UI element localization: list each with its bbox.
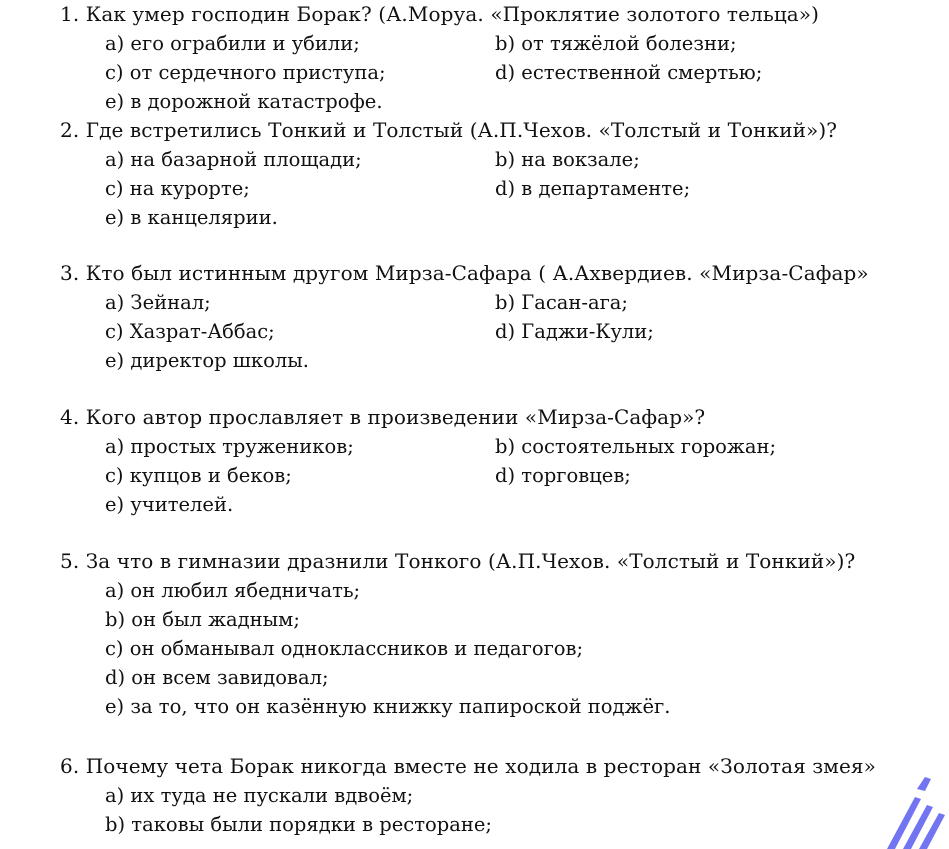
question-3-text: 3. Кто был истинным другом Мирза-Сафара ( А.Ахвердиев. «Мирза-Сафар» <box>60 261 869 285</box>
question-2 <box>60 116 949 232</box>
option-row <box>105 346 949 375</box>
option-row <box>105 317 949 346</box>
option-a: a) их туда не пускали вдвоём; <box>105 784 414 807</box>
option-a: a) его ограбили и убили; <box>105 32 360 55</box>
option-b: b) Гасан-ага; <box>495 291 628 314</box>
question-6-text: 6. Почему чета Борак никогда вместе не ходила в ресторан «Золотая змея» <box>60 754 876 778</box>
option-row <box>105 29 949 58</box>
question-4-options <box>105 432 949 519</box>
option-d: d) естественной смертью; <box>495 61 763 84</box>
option-a: a) простых тружеников; <box>105 435 354 458</box>
option-row <box>105 87 949 116</box>
option-d: d) Гаджи-Кули; <box>495 320 654 343</box>
option-b: b) состоятельных горожан; <box>495 435 777 458</box>
option-e: e) в дорожной катастрофе. <box>105 90 383 113</box>
option-d: d) он всем завидовал; <box>105 666 329 689</box>
option-c: c) на курорте; <box>105 177 250 200</box>
option-b: b) от тяжёлой болезни; <box>495 32 737 55</box>
option-row <box>105 634 949 663</box>
option-row <box>105 145 949 174</box>
option-c: c) он обманывал одноклассников и педагогов; <box>105 637 584 660</box>
option-b: b) он был жадным; <box>105 608 300 631</box>
option-row <box>105 663 949 692</box>
question-5-text: 5. За что в гимназии дразнили Тонкого (А.П.Чехов. «Толстый и Тонкий»)? <box>60 549 856 573</box>
option-row <box>105 490 949 519</box>
option-row <box>105 432 949 461</box>
question-2-text: 2. Где встретились Тонкий и Толстый (А.П.Чехов. «Толстый и Тонкий»)? <box>60 118 838 142</box>
option-row <box>105 203 949 232</box>
question-1-text: 1. Как умер господин Борак? (А.Моруа. «Проклятие золотого тельца») <box>60 2 820 26</box>
option-row <box>105 605 949 634</box>
option-row <box>105 692 949 721</box>
option-c: c) купцов и беков; <box>105 464 292 487</box>
question-1 <box>60 0 949 116</box>
option-e: e) директор школы. <box>105 349 309 372</box>
option-row <box>105 576 949 605</box>
option-row <box>105 461 949 490</box>
question-4 <box>60 403 949 519</box>
option-c: c) Хазрат-Аббас; <box>105 320 275 343</box>
question-5-options <box>105 576 949 721</box>
option-e: e) в канцелярии. <box>105 206 278 229</box>
option-row <box>105 58 949 87</box>
option-d: d) торговцев; <box>495 464 631 487</box>
option-a: a) он любил ябедничать; <box>105 579 361 602</box>
option-a: a) на базарной площади; <box>105 148 362 171</box>
option-c: c) от сердечного приступа; <box>105 61 386 84</box>
question-4-text: 4. Кого автор прославляет в произведении «Мирза-Сафар»? <box>60 405 706 429</box>
option-b: b) на вокзале; <box>495 148 640 171</box>
watermark <box>829 759 949 849</box>
option-row <box>105 288 949 317</box>
question-6 <box>60 752 949 839</box>
question-1-options <box>105 29 949 116</box>
option-b: b) таковы были порядки в ресторане; <box>105 813 492 836</box>
question-3-options <box>105 288 949 375</box>
option-e: e) учителей. <box>105 493 234 516</box>
option-row <box>105 810 949 839</box>
option-d: d) в департаменте; <box>495 177 691 200</box>
option-row <box>105 781 949 810</box>
option-row <box>105 174 949 203</box>
option-a: a) Зейнал; <box>105 291 211 314</box>
question-6-options <box>105 781 949 839</box>
question-2-options <box>105 145 949 232</box>
question-3 <box>60 259 949 375</box>
question-5 <box>60 547 949 721</box>
watermark-stripes-icon <box>829 759 949 849</box>
option-e: e) за то, что он казённую книжку папироской поджёг. <box>105 695 671 718</box>
